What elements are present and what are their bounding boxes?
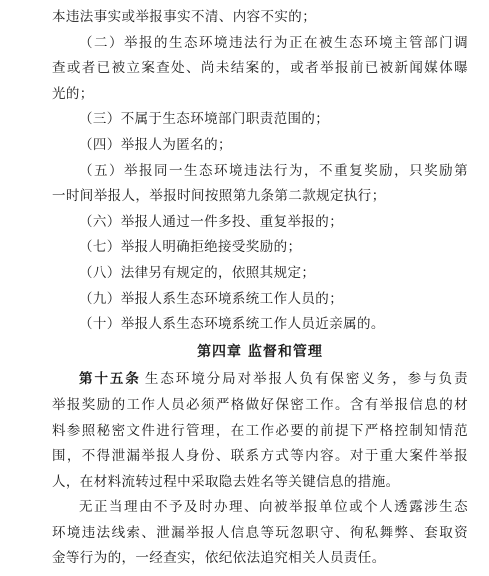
article-label: 第十五条	[79, 371, 141, 388]
document-page	[52, 5, 468, 572]
list-item-5-line-1: （五）举报同一生态环境违法行为，不重复奖励，只奖励第	[79, 162, 468, 179]
list-item-5-line-2: 一时间举报人，举报时间按照第九条第二款规定执行；	[52, 188, 386, 205]
list-item-10: （十）举报人系生态环境系统工作人员近亲属的。	[79, 316, 385, 333]
list-item-7: （七）举报人明确拒绝接受奖励的；	[79, 239, 302, 256]
article-15-line-4: 围，不得泄漏举报人身份、联系方式等内容。对于重大案件举报	[52, 448, 468, 465]
list-item-2-line-2: 查或者已被立案查处、尚未结案的，或者举报前已被新闻媒体曝	[52, 60, 468, 77]
article-15-line-1	[52, 367, 468, 393]
list-item-2-line-1: （二）举报的生态环境违法行为正在被生态环境主管部门调	[79, 34, 468, 51]
text-line: 本违法事实或举报事实不清、内容不实的；	[52, 9, 317, 25]
article-15-line-5: 人，在材料流转过程中采取隐去姓名等关键信息的措施。	[52, 473, 400, 490]
list-item-3: （三）不属于生态环境部门职责范围的；	[79, 111, 330, 128]
list-item-2-line-3: 光的；	[52, 85, 94, 102]
list-item-8: （八）法律另有规定的，依照其规定；	[79, 264, 316, 281]
article-15-line-3: 料参照秘密文件进行管理，在工作必要的前提下严格控制知情范	[52, 422, 468, 439]
article-15-line-2: 举报奖励的工作人员必须严格做好保密工作。含有举报信息的材	[52, 396, 468, 413]
paragraph-2-line-2: 环境违法线索、泄漏举报人信息等玩忽职守、徇私舞弊、套取资	[52, 524, 468, 541]
paragraph-2-line-3: 金等行为的，一经查实，依纪依法追究相关人员责任。	[52, 550, 386, 567]
chapter-title: 第四章 监督和管理	[197, 343, 323, 360]
list-item-6: （六）举报人通过一件多投、重复举报的；	[79, 213, 344, 230]
list-item-9: （九）举报人系生态环境系统工作人员的；	[79, 290, 344, 307]
paragraph-2-line-1: 无正当理由不予及时办理、向被举报单位或个人透露涉生态	[79, 499, 468, 516]
article-15-first-text: 生态环境分局对举报人负有保密义务，参与负责	[144, 371, 468, 388]
list-item-4: （四）举报人为匿名的；	[79, 136, 232, 153]
